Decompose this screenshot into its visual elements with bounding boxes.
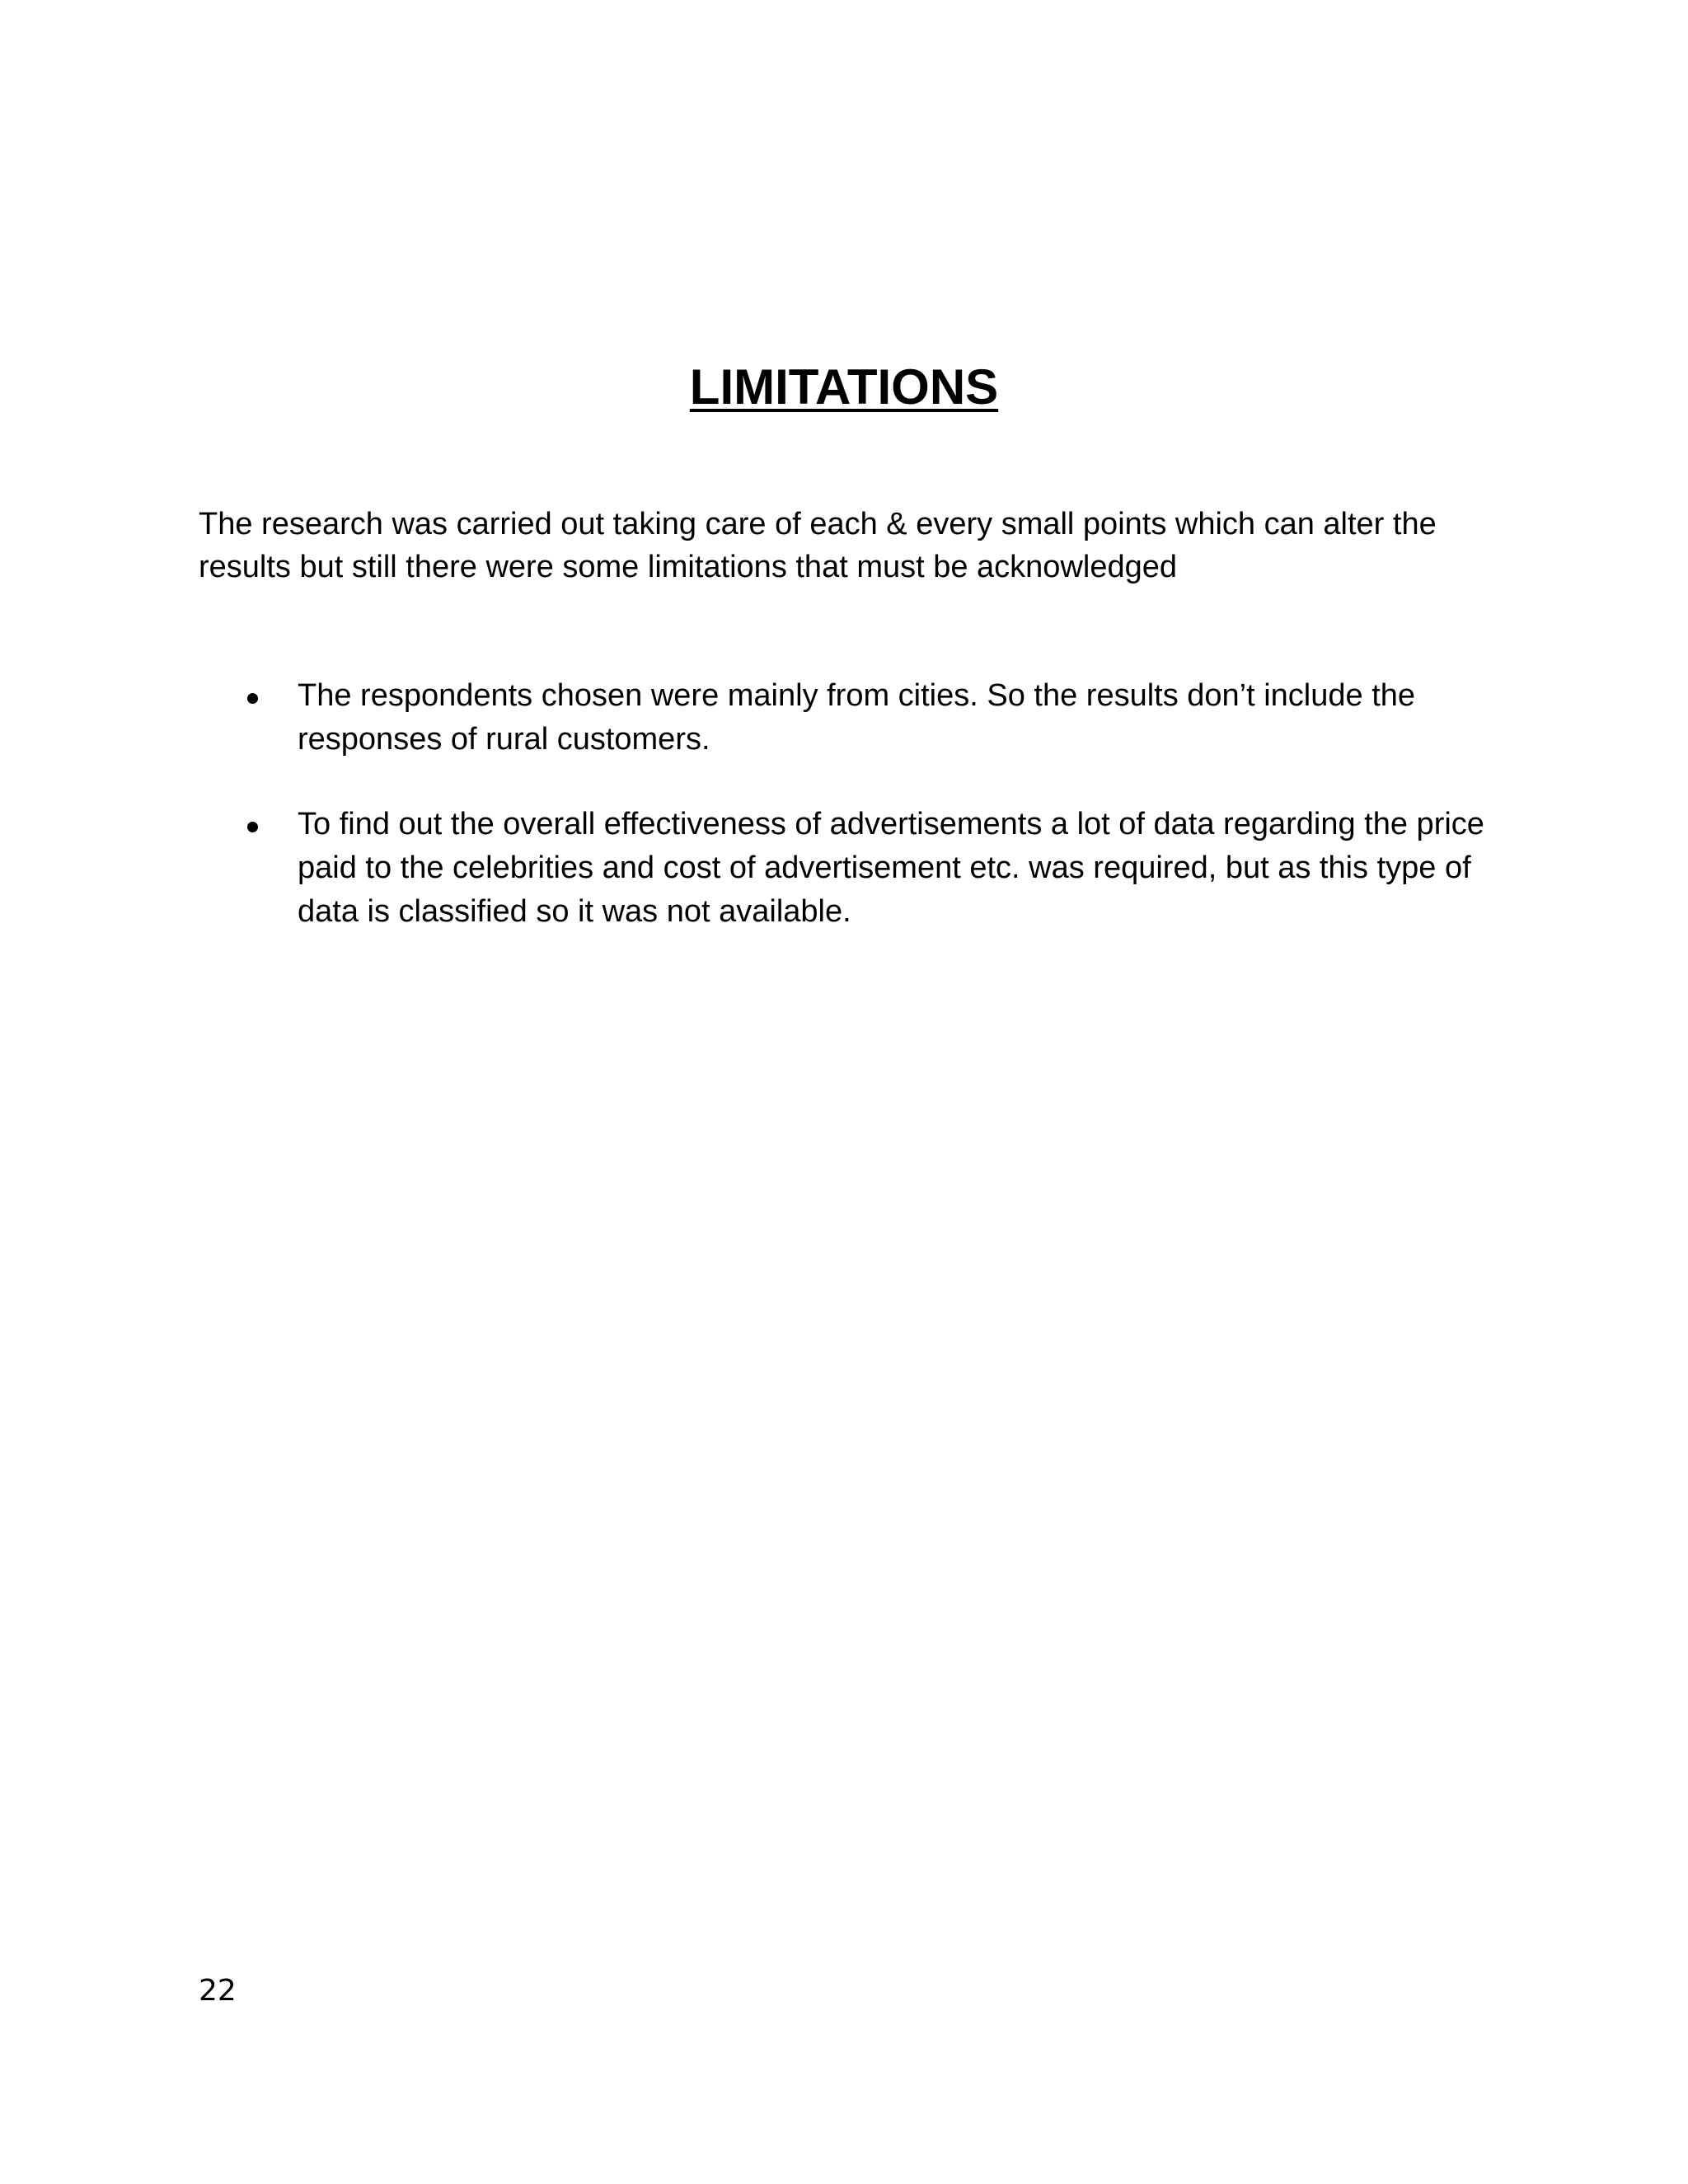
intro-paragraph: The research was carried out taking care of each & every small points which can alter the results but still there were some limitations that must be acknowledged (199, 507, 1437, 584)
page-number: 22 (199, 1974, 237, 2008)
list-item (0, 674, 1493, 762)
list-item-text: To find out the overall effectiveness of advertisements a lot of data regarding the price paid to the celebrities and cost of advertisement etc. was required, but as this type of data is classified so it was not available. (298, 807, 1484, 929)
bullet-icon (247, 822, 258, 832)
limitations-list (0, 674, 1688, 975)
bullet-icon (247, 693, 258, 704)
page-title: LIMITATIONS (689, 359, 999, 415)
list-item (0, 803, 1493, 934)
list-item-text: The respondents chosen were mainly from cities. So the results don’t include the responses of rural customers. (298, 678, 1416, 757)
